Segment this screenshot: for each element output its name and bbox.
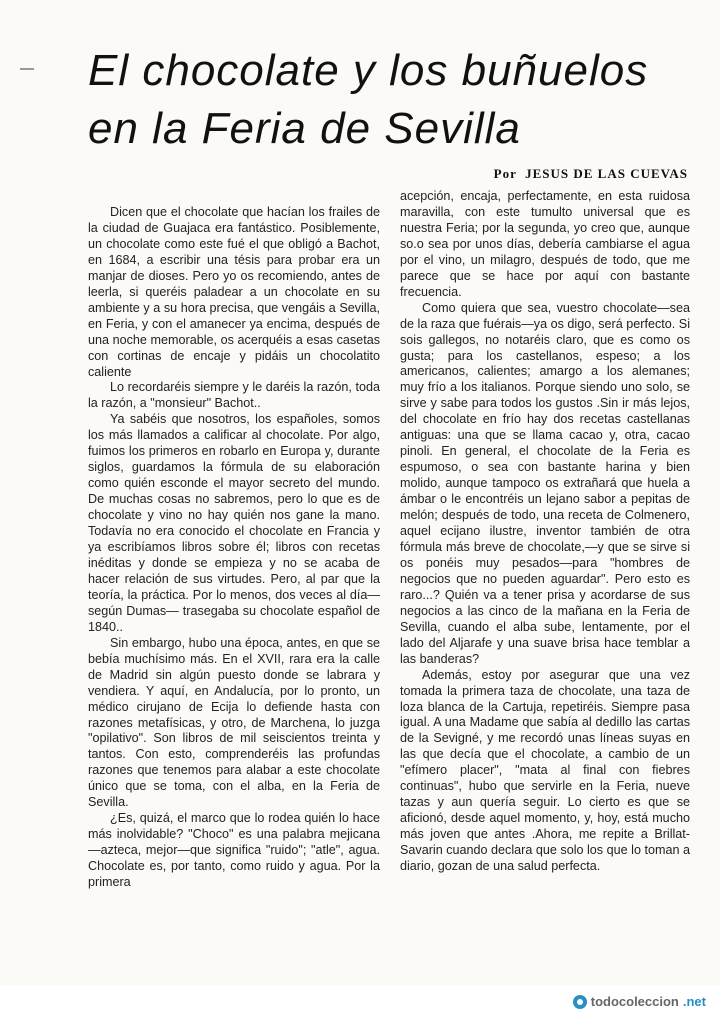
byline <box>494 166 688 182</box>
title-line-2: en la Feria de Sevilla <box>88 104 521 153</box>
paragraph: Dicen que el chocolate que hacían los frailes de la ciudad de Guajaca era fantástico. Posiblemente, un chocolate como este fué el que obligó a Bachot, en 1684, a escribir una tésis para probar era un manjar de dioses. Pero yo os recomiendo, antes de leerla, si queréis paladear a un chocolate en su ambiente y a su hora precisa, que vengáis a Sevilla, en Feria, y con el amanecer ya encima, después de una noche memorable, os acerquéis a esas casetas con cortinas de encaje y pidáis un chocolatito caliente <box>88 205 380 379</box>
scan-mark <box>20 68 34 70</box>
right-column <box>400 189 690 875</box>
paragraph: Ya sabéis que nosotros, los españoles, somos los más llamados a calificar al chocolate. Por algo, fuimos los primeros en robarlo en Europa y, durante siglos, guardamos la fórmula de su elaboración como quién esconde el mayor secreto del mundo. De muchas cosas no sabremos, pero lo que es de chocolate y vino no hay quién nos gane la mano. Todavía no era conocido el chocolate en Francia y ya escribíamos libros sobre él; libros con recetas inéditas y donde se empieza y no se acaba de hacer relación de sus virtudes. Pero, al par que la teoría, la práctica. Por lo menos, dos veces al día—según Dumas— trasegaba su chocolate español de 1840.. <box>88 412 380 634</box>
title-line-1: El chocolate y los buñuelos <box>88 46 649 95</box>
watermark <box>573 994 706 1009</box>
watermark-suffix: .net <box>682 994 706 1009</box>
paragraph: acepción, encaja, perfectamente, en esta ruidosa maravilla, con este tumulto universal que es nuestra Feria; por la segunda, yo creo que, aunque so.o sea por unos días, debería cambiarse el agua por el vino, un milagro, después de todo, que me parece que se hace por aquí con bastante frecuencia. <box>400 189 690 299</box>
paragraph: Como quiera que sea, vuestro chocolate—sea de la raza que fuérais—ya os digo, será perfecto. Si sois gallegos, no notaréis claro, que es como os gusta; para los castellanos, espeso; a los americanos, calientes; amargo a los alemanes; muy frío a los italianos. Porque siendo uno solo, se sirve y sabe para todos los gustos .Sin ir más lejos, del chocolate en frío hay dos recetas castellanas antiguas: una que se llama cacao y, otra, cacao pinoli. En general, el chocolate de la Feria es espumoso, o sea con bastante harina y bien molido, aunque tampoco os extrañará que huela a ámbar o le encontréis un lejano sabor a pepitas de melón; después de todo, una receta de Colmenero, aquel ecijano ilustre, inventor también de otra fórmula más breve de chocolate,—y que se sirve si os ponéis muy pesados—para "hombres de negocios que no pueden aguardar". Pero esto es raro...? Quién va a tener prisa y acordarse de sus negocios a las cinco de la mañana en la Feria de Sevilla, cuando el alba sube, lentamente, por el lado del Aljarafe y una suave brisa hace temblar a las banderas? <box>400 300 690 666</box>
byline-author: JESUS DE LAS CUEVAS <box>525 166 688 181</box>
paragraph: Lo recordaréis siempre y le daréis la razón, toda la razón, a "monsieur" Bachot.. <box>88 380 380 411</box>
article-title <box>88 42 688 158</box>
watermark-text: todocoleccion <box>590 994 679 1009</box>
byline-prefix: Por <box>493 166 517 181</box>
paragraph: Además, estoy por asegurar que una vez tomada la primera taza de chocolate, una taza de loza blanca de la Cartuja, repetiréis. Siempre pasa igual. A una Madame que sabía al dedillo las cartas de la Sevigné, y me recordó unas líneas suyas en las que decía que el chocolate, a cambio de un "efímero placer", "mata al final con fiebres continuas", hubo que servirle en la Feria, nueve tazas y aun quería seguir. Lo cierto es que se aficionó, desde aquel momento, y, hoy, está mucho más joven que antes .Ahora, me repite a Brillat-Savarin cuando declara que solo los que lo toman a diario, gozan de una salud perfecta. <box>400 667 690 874</box>
paragraph: ¿Es, quizá, el marco que lo rodea quién lo hace más inolvidable? "Choco" es una palabra mejicana —azteca, mejor—que significa "ruido"; "atle", agua. Chocolate es, por tanto, como ruido y agua. Por la primera <box>88 811 380 890</box>
paragraph: Sin embargo, hubo una época, antes, en que se bebía muchísimo más. En el XVII, rara era la calle de Madrid sin algún puesto donde se labrara y vendiera. Y aquí, en Andalucía, por lo pronto, un médico cirujano de Ecija lo defiende hasta con razones metafísicas, y otro, de Marchena, lo juzga "opilativo". Son libros de mil seiscientos treinta y tantos. Con esto, comprenderéis las profundas razones que tenemos para alabar a este chocolate único que se toma, con el alba, en la Feria de Sevilla. <box>88 635 380 810</box>
left-column <box>88 205 380 891</box>
watermark-logo-icon <box>573 995 587 1009</box>
